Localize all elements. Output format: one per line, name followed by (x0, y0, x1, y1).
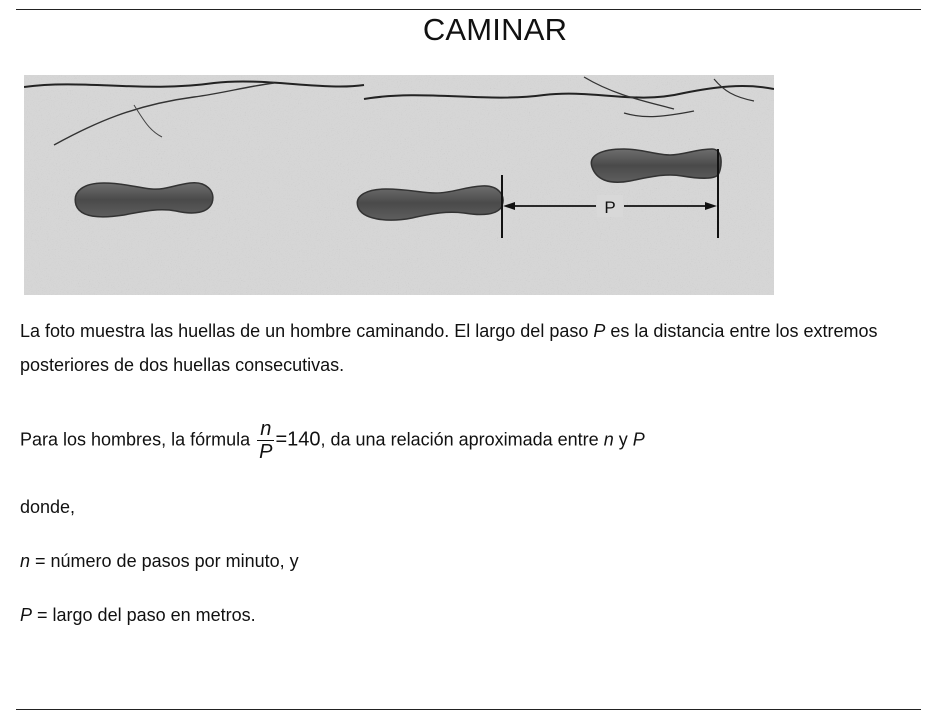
formula-text-1: Para los hombres, la fórmula (20, 429, 256, 450)
fraction-denominator: P (259, 441, 273, 463)
footprint-1 (75, 183, 213, 217)
intro-text-1: La foto muestra las huellas de un hombre caminando. El largo del paso (20, 321, 594, 341)
definition-n (20, 544, 920, 578)
formula-fraction (257, 418, 274, 463)
bottom-rule (16, 709, 921, 710)
var-p: P (632, 429, 645, 450)
formula-paragraph (20, 418, 920, 463)
var-p: P (593, 321, 606, 341)
def-text-n: = número de pasos por minuto, y (30, 551, 299, 571)
intro-paragraph (20, 314, 920, 382)
var-n: n (603, 429, 614, 450)
formula-value: =140 (275, 428, 321, 451)
formula-conj: y (613, 429, 633, 450)
def-var-p: P (20, 605, 33, 625)
top-rule (16, 9, 921, 10)
def-text-p: = largo del paso en metros. (32, 605, 256, 625)
def-var-n: n (20, 551, 31, 571)
intro-text-2: es la distancia entre los extremos posteriores de dos huellas consecutivas. (20, 321, 878, 375)
page-title: CAMINAR (422, 12, 568, 47)
fraction-numerator: n (257, 418, 274, 441)
definition-p (20, 598, 920, 632)
donde-text: donde, (20, 497, 76, 517)
formula-text-2: , da una relación aproximada entre (320, 429, 604, 450)
footprints-photo (24, 75, 774, 295)
pace-label: P (604, 198, 616, 217)
